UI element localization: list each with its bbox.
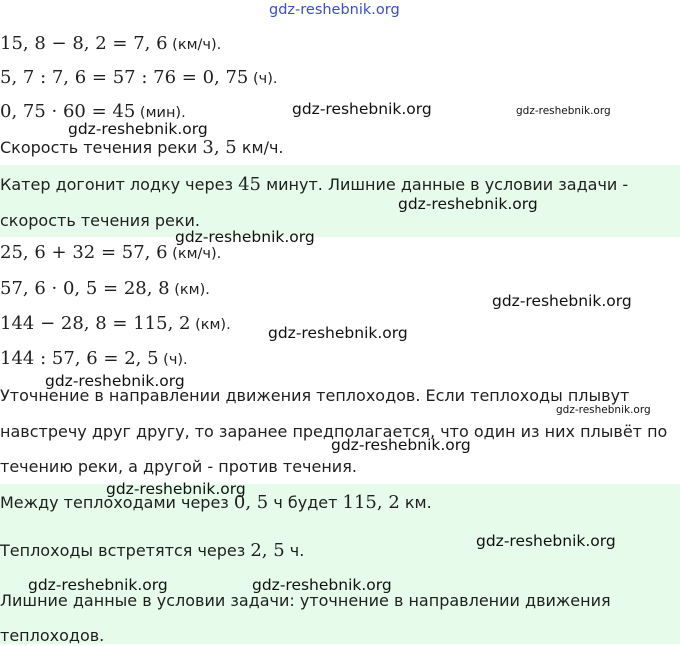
watermark-small: gdz-reshebnik.org (556, 404, 651, 416)
answer-2-line-4 (0, 626, 104, 646)
text-segment: Скорость течения реки (0, 138, 203, 157)
text-segment: Катер догонит лодку через (0, 175, 239, 194)
text-segment: Лишние данные в условии задачи: уточнение в направлении движения (0, 591, 611, 610)
unit-label: (ч). (158, 352, 188, 368)
math-expression: 25, 6 + 32 = 57, 6 (0, 242, 168, 263)
answer-2-line-3 (0, 591, 611, 611)
math-expression: 57, 6 · 0, 5 = 28, 8 (0, 278, 170, 299)
watermark: gdz-reshebnik.org (268, 324, 408, 342)
unit-label: км/ч. (236, 138, 284, 157)
paragraph-line-2 (0, 422, 667, 442)
watermark: gdz-reshebnik.org (175, 228, 315, 246)
math-expression: 45 (238, 174, 261, 195)
text-segment: км. (399, 493, 432, 512)
unit-label: (км/ч). (167, 246, 222, 262)
equation-line-1 (0, 34, 221, 55)
unit-label: (км). (190, 317, 231, 333)
text-segment: навстречу друг другу, то заранее предполагается, что один из них плывёт по (0, 422, 668, 441)
unit-label: (ч). (248, 71, 278, 87)
watermark: gdz-reshebnik.org (252, 576, 392, 594)
math-expression: 0, 5 (233, 492, 269, 513)
math-expression: 3, 5 (202, 137, 237, 158)
math-expression: 144 : 57, 6 = 2, 5 (0, 348, 159, 369)
math-expression: 15, 8 − 8, 2 = 7, 6 (0, 33, 168, 54)
paragraph-line-3 (0, 457, 357, 477)
watermark: gdz-reshebnik.org (492, 292, 632, 310)
answer-2-line-2 (0, 541, 304, 561)
text-segment: минут. Лишние данные в условии задачи - (260, 175, 629, 194)
text-segment: Теплоходы встретятся через (0, 541, 251, 560)
text-segment: Между теплоходами через (0, 493, 234, 512)
equation-line-6 (0, 279, 210, 300)
math-expression: 144 − 28, 8 = 115, 2 (0, 313, 191, 334)
math-expression: 2, 5 (250, 540, 285, 561)
equation-line-8 (0, 349, 188, 370)
math-expression: 115, 2 (342, 492, 400, 513)
unit-label: (км/ч). (167, 37, 222, 53)
watermark: gdz-reshebnik.org (45, 372, 185, 390)
watermark: gdz-reshebnik.org (476, 532, 616, 550)
equation-line-5 (0, 243, 221, 264)
unit-label: (км). (169, 282, 210, 298)
unit-label: (мин). (135, 105, 186, 121)
watermark: gdz-reshebnik.org (68, 120, 208, 138)
math-expression: 0, 75 · 60 = 45 (0, 101, 136, 122)
math-expression: 5, 7 : 7, 6 = 57 : 76 = 0, 75 (0, 67, 249, 88)
text-segment: ч. (284, 541, 305, 560)
answer-1-line-2 (0, 211, 200, 231)
text-segment: скорость течения реки. (0, 211, 201, 230)
watermark-top: gdz-reshebnik.org (269, 2, 400, 18)
text-segment: теплоходов. (0, 626, 105, 645)
text-segment: Уточнение в направлении движения теплоходов. Если теплоходы плывут (0, 386, 630, 405)
watermark: gdz-reshebnik.org (331, 436, 471, 454)
text-segment: течению реки, а другой - против течения. (0, 457, 357, 476)
equation-line-3 (0, 102, 186, 123)
watermark: gdz-reshebnik.org (28, 576, 168, 594)
answer-1-line-1 (0, 175, 628, 195)
watermark-small: gdz-reshebnik.org (516, 105, 611, 117)
equation-line-2 (0, 68, 277, 89)
paragraph-line-1 (0, 386, 629, 406)
watermark: gdz-reshebnik.org (398, 195, 538, 213)
answer-2-line-1 (0, 493, 432, 513)
current-speed-line (0, 138, 284, 158)
watermark: gdz-reshebnik.org (292, 100, 432, 118)
text-segment: ч будет (268, 493, 343, 512)
equation-line-7 (0, 314, 231, 335)
watermark: gdz-reshebnik.org (106, 480, 246, 498)
